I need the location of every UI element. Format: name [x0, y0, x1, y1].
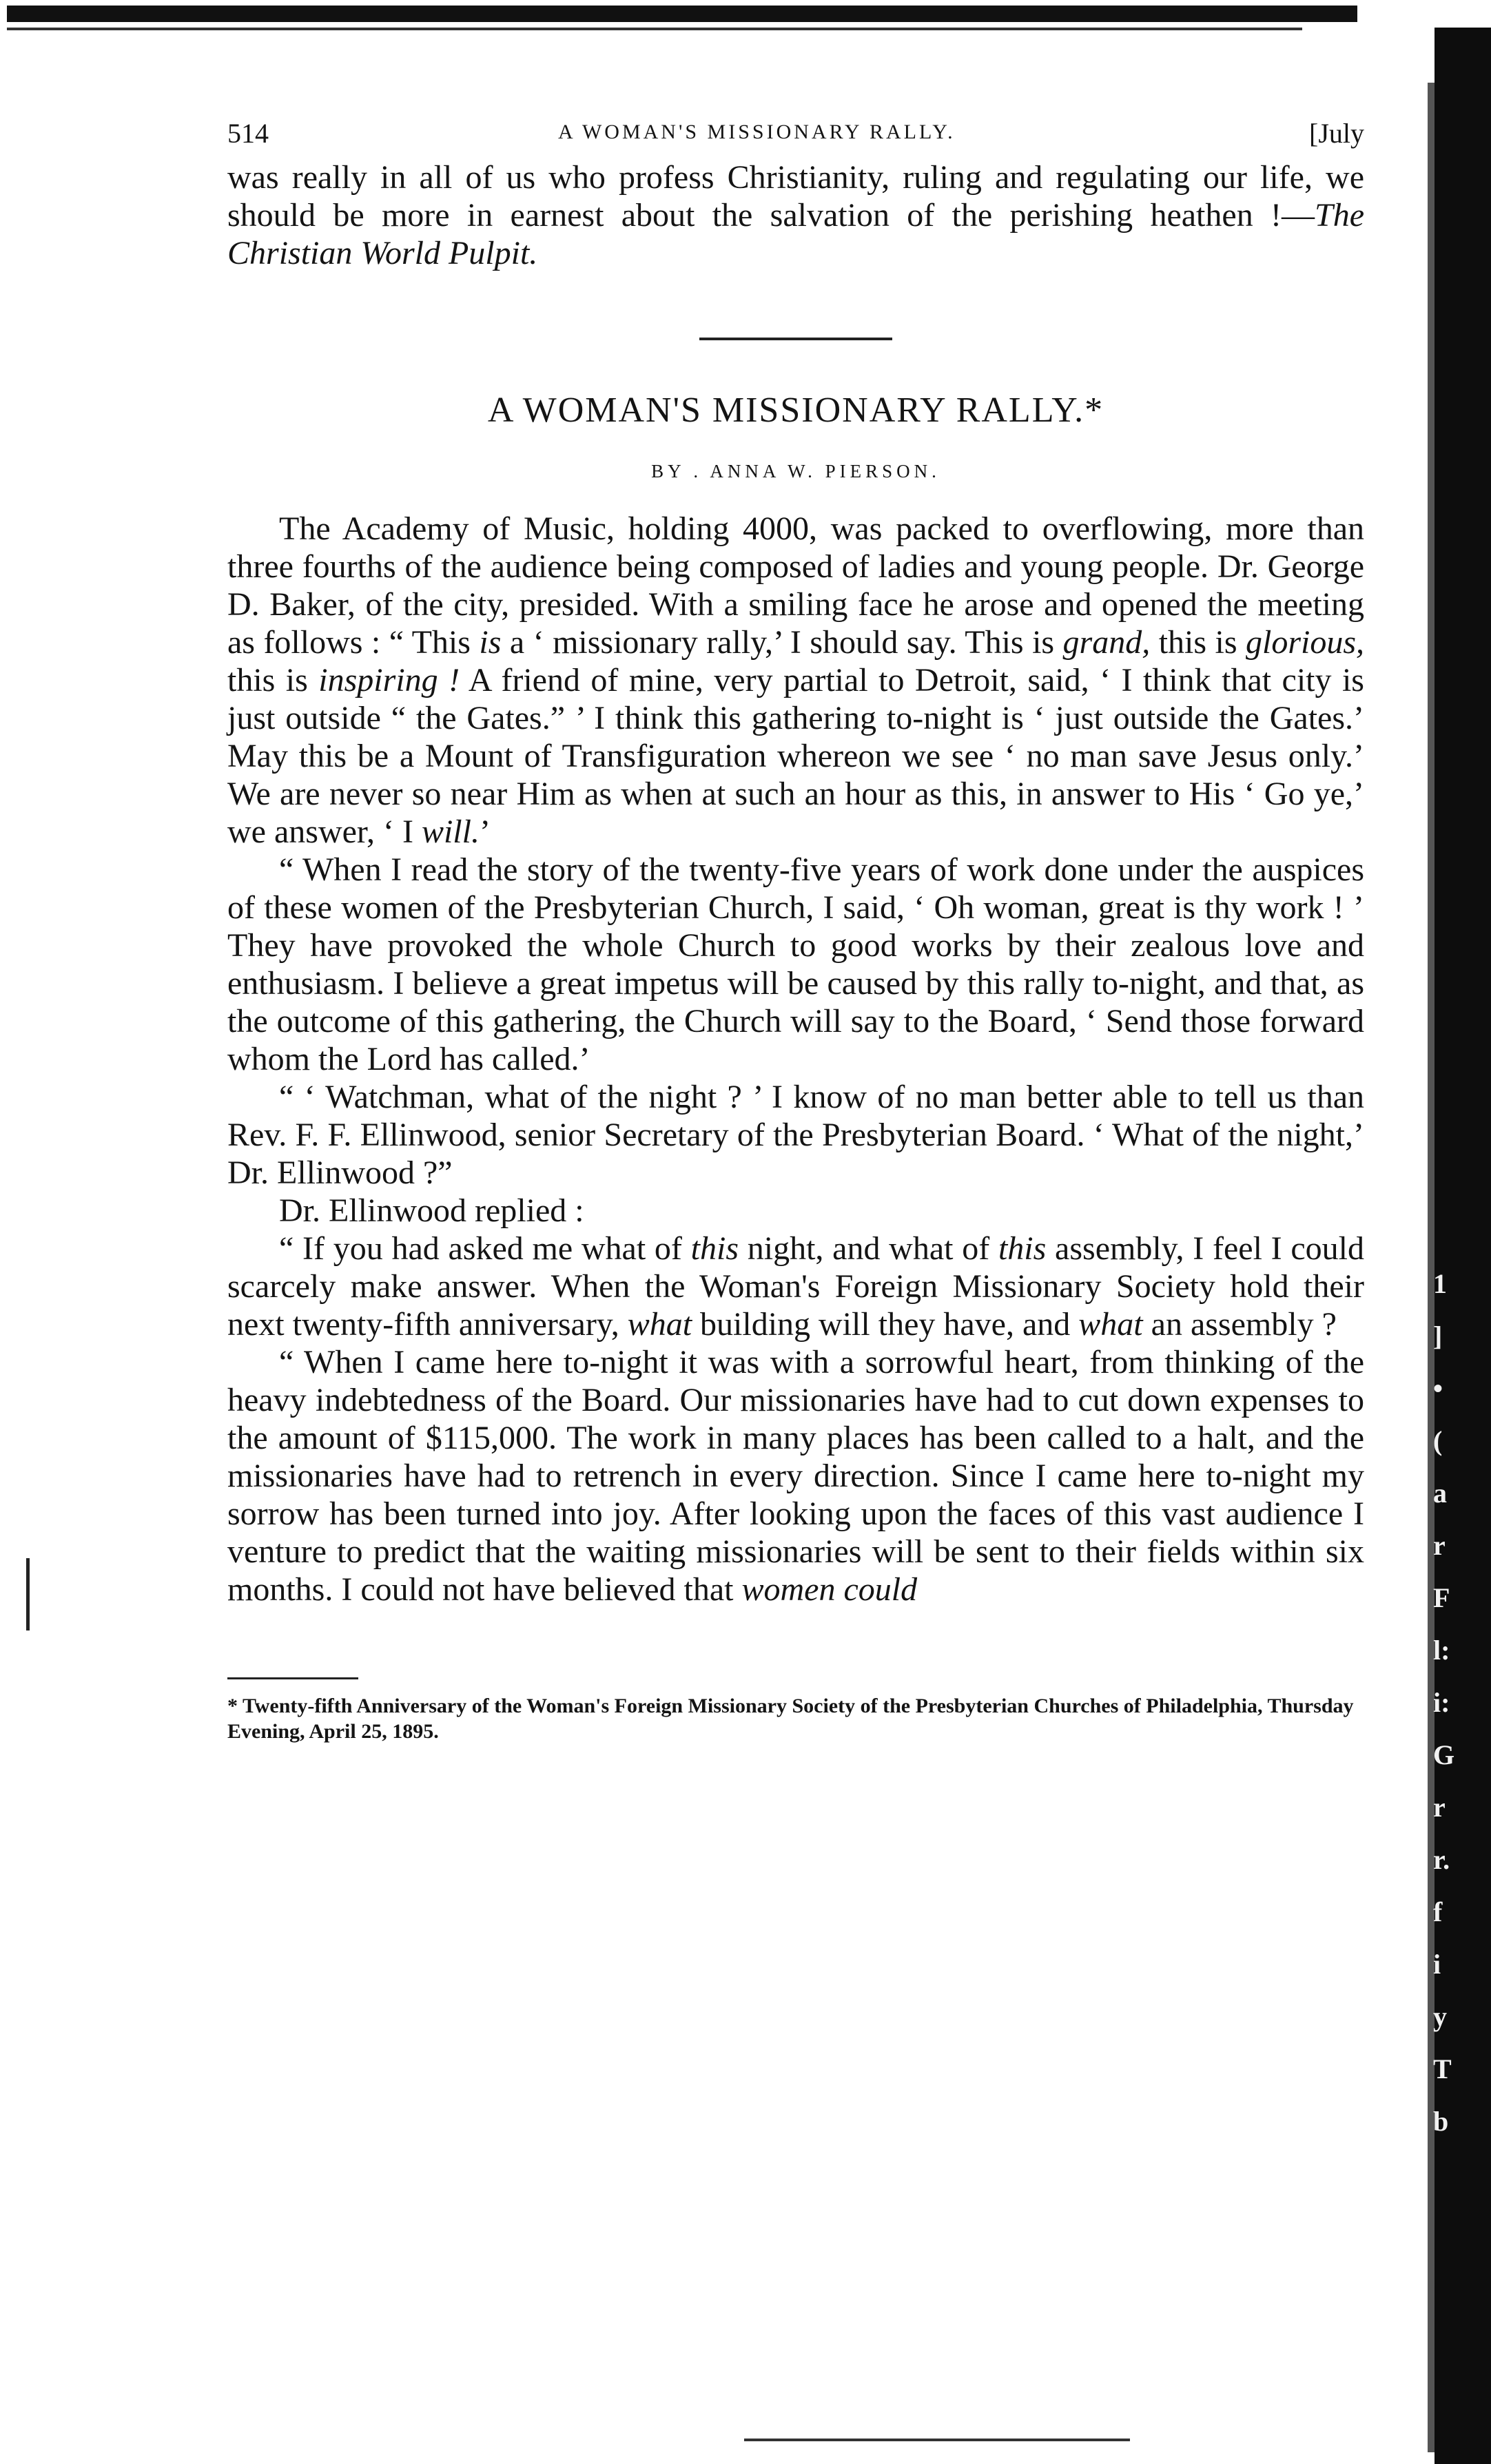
margin-mark: b: [1433, 2106, 1449, 2137]
article-body: [227, 510, 1364, 1608]
paragraph-text: building will they have, and: [692, 1306, 1079, 1343]
paragraph-text: an assembly ?: [1142, 1306, 1337, 1343]
continuation-paragraph: [227, 158, 1364, 272]
paragraph-text: this is: [1150, 624, 1246, 661]
margin-mark: 1: [1433, 1268, 1447, 1299]
paragraph-text: “ When I came here to-night it was with a sorrowful heart, from thinking of the heavy indebtedness of the Board. Our missionaries have had to cut down expenses to the amount of $115,000. The work in many places has been called to a halt, and the missionaries have had to retrench in every direction. Since I came here to-night my sorrow has been turned into joy. After looking upon the faces of this vast audience I venture to predict that the waiting missionaries will be sent to their fields within six months. I could not have believed that: [227, 1344, 1364, 1608]
bottom-rule: [744, 2439, 1130, 2441]
paragraph-text: ’: [479, 814, 491, 850]
italic-phrase: women could: [741, 1571, 918, 1608]
footnote: * Twenty-fifth Anniversary of the Woman's Foreign Missionary Society of the Presbyterian Churches of Philadelphia, Thursday Evening, April 25, 1895.: [227, 1695, 1354, 1743]
paragraph-text: this is: [227, 662, 319, 698]
margin-mark: l:: [1433, 1635, 1450, 1666]
margin-mark: a: [1433, 1478, 1447, 1509]
margin-mark: G: [1433, 1739, 1455, 1770]
article-paragraph: [227, 1078, 1364, 1192]
article-title: A WOMAN'S MISSIONARY RALLY.*: [487, 391, 1104, 430]
paragraph-text: A friend of mine, very partial to Detroit, said, ‘ I think that city is just outside “ the Gates.” ’ I think this gathering to-night is ‘ just outside the Gates.’ May this be a Mount of Transfiguration whereon we see ‘ no man save Jesus only.’ We are never so near Him as when at such an hour as this, in answer to His ‘ Go ye,’ we answer, ‘ I: [227, 662, 1364, 850]
article-paragraph: [227, 1192, 1364, 1230]
italic-phrase: inspiring !: [318, 662, 460, 698]
article-paragraph: [227, 1230, 1364, 1343]
italic-phrase: grand,: [1062, 624, 1151, 661]
paragraph-text: Dr. Ellinwood replied :: [279, 1192, 584, 1229]
left-margin-tick: [26, 1558, 30, 1630]
margin-mark: ]: [1433, 1321, 1443, 1352]
source-citation: The Christian World Pulpit.: [227, 197, 1364, 271]
paragraph-text: “ ‘ Watchman, what of the night ? ’ I know of no man better able to tell us than Rev. F. F. Ellinwood, senior Secretary of the Presbyterian Board. ‘ What of the night,’ Dr. Ellinwood ?”: [227, 1079, 1364, 1191]
margin-mark: y: [1433, 2001, 1447, 2032]
section-divider: [699, 338, 892, 340]
margin-mark: (: [1433, 1425, 1443, 1456]
italic-phrase: glorious,: [1245, 624, 1365, 661]
paragraph-text: “ If you had asked me what of: [279, 1230, 691, 1267]
margin-mark: r.: [1433, 1844, 1450, 1875]
issue-date: [July: [1309, 118, 1364, 149]
running-head: [227, 103, 1364, 158]
italic-phrase: this: [690, 1230, 739, 1267]
article-paragraph: [227, 510, 1364, 851]
page: [227, 103, 1364, 1744]
margin-mark: i:: [1433, 1687, 1450, 1718]
margin-mark: r: [1433, 1792, 1446, 1823]
paragraph-text: a ‘ missionary rally,’ I should say. This is: [501, 624, 1063, 661]
article-paragraph: [227, 851, 1364, 1078]
italic-phrase: what: [1078, 1306, 1143, 1343]
continuation-text: was really in all of us who profess Christianity, ruling and regulating our life, we should be more in earnest about the salvation of the perishing heathen !—: [227, 159, 1364, 234]
margin-marks: [1433, 1267, 1474, 2163]
paragraph-text: “ When I read the story of the twenty-five years of work done under the auspices of these women of the Presbyterian Church, I said, ‘ Oh woman, great is thy work ! ’ They have provoked the whole Church to good works by their zealous love and enthusiasm. I believe a great impetus will be caused by this rally to-night, and that, as the outcome of this gathering, the Church will say to the Board, ‘ Send those forward whom the Lord has called.’: [227, 851, 1364, 1077]
margin-mark: i: [1433, 1949, 1441, 1980]
page-number: 514: [227, 118, 269, 149]
paragraph-text: The Academy of Music, holding 4000, was packed to overflowing, more than three fourths of the audience being composed of ladies and young people. Dr. George D. Baker, of the city, presided. With a smiling face he arose and opened the meeting as follows : “ This: [227, 510, 1364, 661]
margin-mark: T: [1433, 2053, 1452, 2084]
footnote-rule: [227, 1677, 358, 1679]
italic-phrase: what: [627, 1306, 692, 1343]
margin-mark: F: [1433, 1582, 1450, 1613]
margin-mark: •: [1433, 1373, 1443, 1404]
article-paragraph: [227, 1343, 1364, 1608]
scan-top-rule: [7, 6, 1357, 22]
italic-phrase: will.: [421, 814, 480, 850]
margin-mark: f: [1433, 1896, 1443, 1927]
scan-thin-rule: [7, 28, 1302, 30]
running-title: A WOMAN'S MISSIONARY RALLY.: [558, 121, 956, 143]
paragraph-text: night, and what of: [739, 1230, 998, 1267]
article-byline: BY . ANNA W. PIERSON.: [651, 461, 940, 482]
paragraph-text: assembly, I feel I could scarcely make answer. When the Woman's Foreign Missionary Society hold their next twenty-fifth anniversary,: [227, 1230, 1365, 1343]
margin-mark: r: [1433, 1530, 1446, 1561]
italic-phrase: is: [479, 624, 502, 661]
italic-phrase: this: [998, 1230, 1047, 1267]
